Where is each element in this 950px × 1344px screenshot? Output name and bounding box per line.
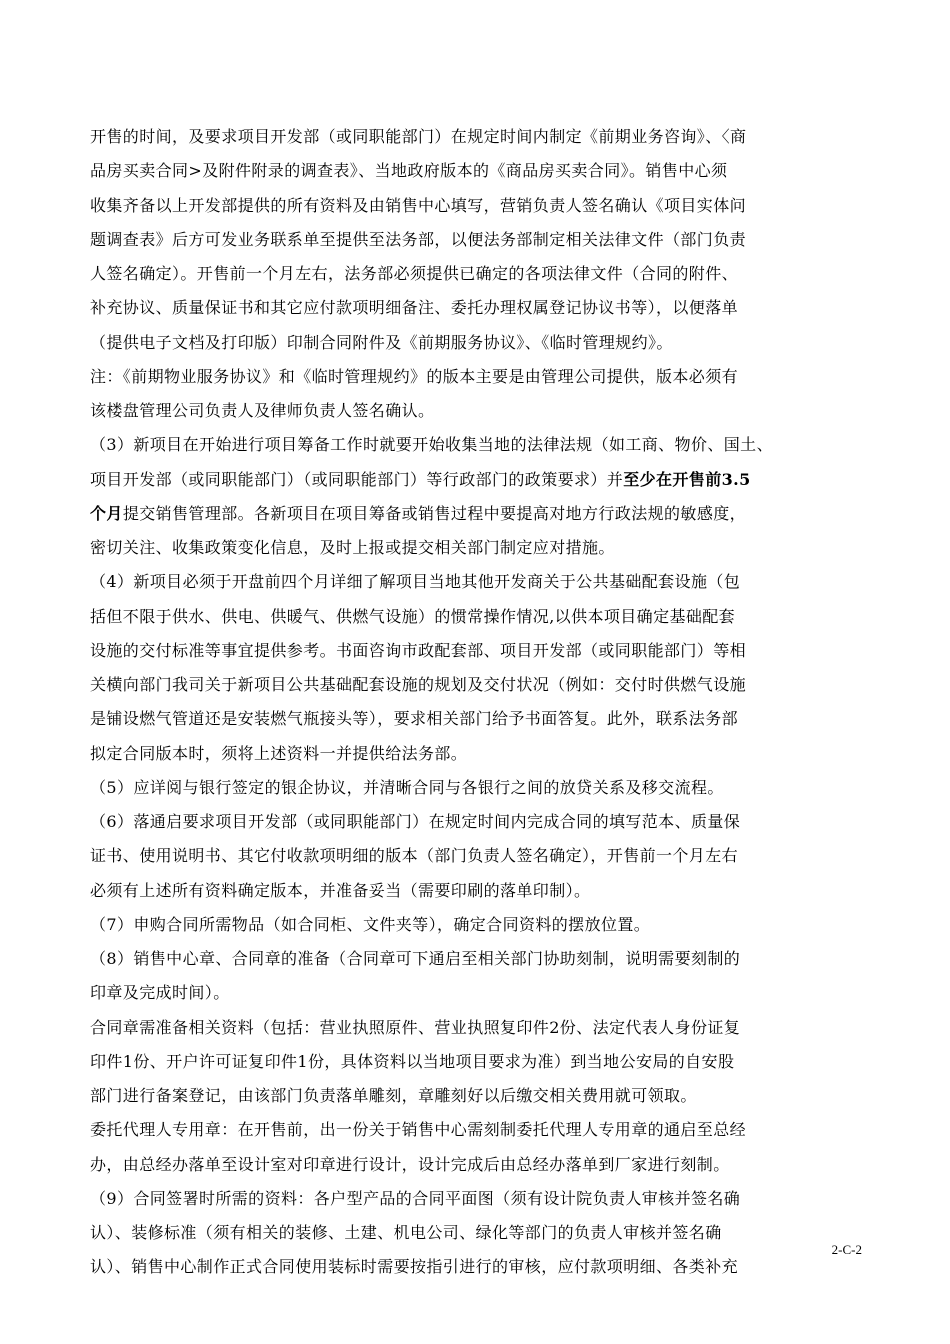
document-body — [90, 120, 865, 1285]
text-line: 人签名确定）。开售前一个月左右，法务部必须提供已确定的各项法律文件（合同的附件、 — [90, 264, 739, 283]
item-3-line-mixed — [90, 463, 865, 497]
text-run: 项目开发部（或同职能部门）（或同职能部门）等行政部门的政策要求）并 — [90, 469, 624, 489]
text-line: 设施的交付标准等事宜提供参考。书面咨询市政配套部、项目开发部（或同职能部门）等相 — [90, 640, 747, 660]
text-line: （提供电子文档及打印版）印制合同附件及《前期服务协议》、《临时管理规约》。 — [90, 332, 673, 352]
text-line: 括但不限于供水、供电、供暖气、供燃气设施）的惯常操作情况,以供本项目确定基础配套 — [90, 606, 736, 626]
text-line: 印章及完成时间）。 — [90, 983, 230, 1003]
text-line: 关横向部门我司关于新项目公共基础配套设施的规划及交付状况（例如：交付时供燃气设施 — [90, 675, 747, 694]
text-line: （5）应详阅与银行签定的银企协议，并清晰合同与各银行之间的放贷关系及移交流程。 — [90, 777, 724, 797]
bold-deadline-text: 至少在开售前3.5 — [623, 469, 751, 489]
text-line: 办，由总经办落单至设计室对印章进行设计，设计完成后由总经办落单到厂家进行刻制。 — [90, 1154, 730, 1174]
text-line: 必须有上述所有资料确定版本，并准备妥当（需要印刷的落单印制）。 — [90, 880, 591, 900]
text-line: 委托代理人专用章：在开售前，出一份关于销售中心需刻制委托代理人专用章的通启至总经 — [90, 1120, 747, 1140]
text-line: 证书、使用说明书、其它付收款项明细的版本（部门负责人签名确定），开售前一个月左右 — [90, 846, 739, 866]
text-line: 题调查表》后方可发业务联系单至提供至法务部，以便法务部制定相关法律文件（部门负责 — [90, 229, 747, 249]
item-3-line-mixed — [90, 497, 865, 531]
text-line: （8）销售中心章、合同章的准备（合同章可下通启至相关部门协助刻制，说明需要刻制的 — [90, 949, 741, 968]
text-line: 部门进行备案登记，由该部门负责落单雕刻，章雕刻好以后缴交相关费用就可领取。 — [90, 1086, 697, 1105]
text-line: 是铺设燃气管道还是安装燃气瓶接头等），要求相关部门给予书面答复。此外，联系法务部 — [90, 709, 739, 729]
text-line: 收集齐备以上开发部提供的所有资料及由销售中心填写，营销负责人签名确认《项目实体问 — [90, 195, 747, 215]
text-line: 合同章需准备相关资料（包括：营业执照原件、营业执照复印件2份、法定代表人身份证复 — [90, 1017, 741, 1037]
text-line: 开售的时间，及要求项目开发部（或同职能部门）在规定时间内制定《前期业务咨询》、〈商 — [90, 127, 747, 146]
text-line: 品房买卖合同>及附件附录的调查表》、当地政府版本的《商品房买卖合同》。销售中心须 — [90, 161, 728, 181]
text-line: 印件1份、开户许可证复印件1份，具体资料以当地项目要求为准）到当地公安局的自安股 — [90, 1051, 735, 1071]
note-line: 注：《前期物业服务协议》和《临时管理规约》的版本主要是由管理公司提供，版本必须有 — [90, 366, 739, 386]
page-number: 2-C-2 — [831, 1242, 862, 1257]
text-line: 拟定合同版本时，须将上述资料一并提供给法务部。 — [90, 743, 468, 763]
text-run: 提交销售管理部。各新项目在项目筹备或销售过程中要提高对地方行政法规的敏感度， — [122, 503, 747, 523]
text-line: （4）新项目必须于开盘前四个月详细了解项目当地其他开发商关于公共基础配套设施（包 — [90, 572, 741, 592]
text-line: （7）申购合同所需物品（如合同柜、文件夹等），确定合同资料的摆放位置。 — [90, 914, 651, 934]
text-line: 认）、装修标准（须有相关的装修、土建、机电公司、绿化等部门的负责人审核并签名确 — [90, 1223, 722, 1242]
text-line: 认）、销售中心制作正式合同使用装标时需要按指引进行的审核，应付款项明细、各类补充 — [90, 1257, 739, 1277]
bold-deadline-text: 个月 — [90, 503, 123, 523]
text-line: 补充协议、质量保证书和其它应付款项明细备注、委托办理权属登记协议书等），以便落单 — [90, 298, 739, 318]
text-line: 密切关注、收集政策变化信息，及时上报或提交相关部门制定应对措施。 — [90, 538, 615, 557]
item-3-line: （3）新项目在开始进行项目筹备工作时就要开始收集当地的法律法规（如工商、物价、国土、 — [90, 435, 773, 455]
text-line: （9）合同签署时所需的资料：各户型产品的合同平面图（须有设计院负责人审核并签名确 — [90, 1188, 741, 1208]
note-line: 该楼盘管理公司负责人及律师负责人签名确认。 — [90, 401, 435, 420]
text-line: （6）落通启要求项目开发部（或同职能部门）在规定时间内完成合同的填写范本、质量保 — [90, 812, 741, 831]
